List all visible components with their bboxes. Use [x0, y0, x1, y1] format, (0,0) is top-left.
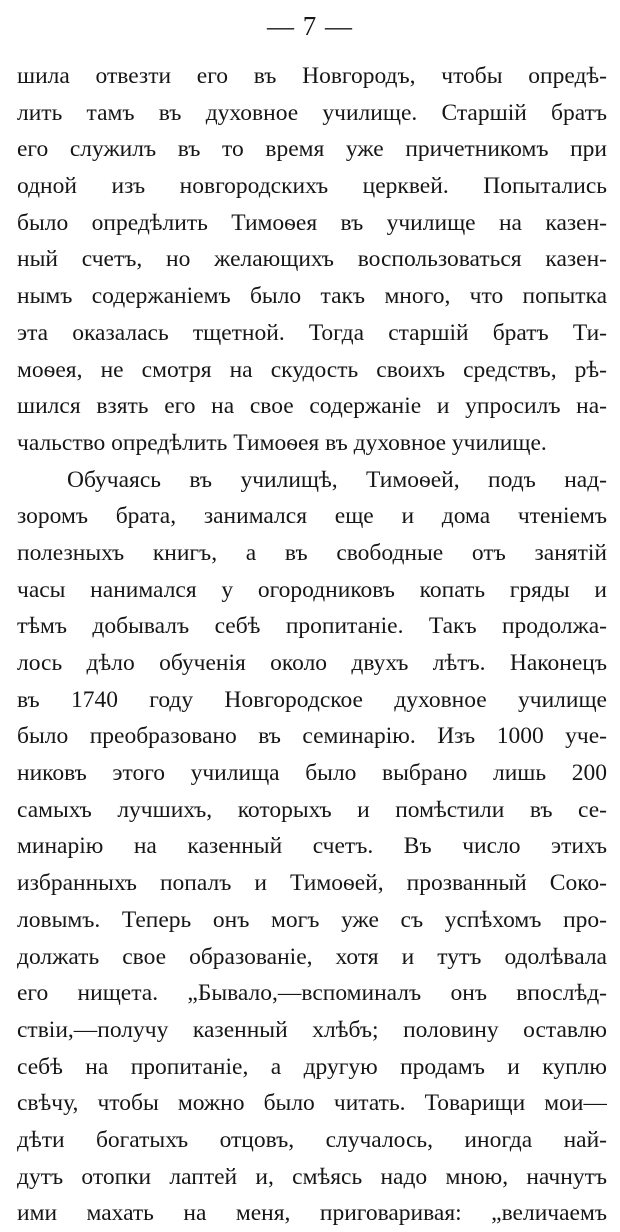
body-text	[17, 58, 607, 1232]
text-line: въ 1740 году Новгородское духовное училище	[17, 686, 607, 713]
text-line: эта оказалась тщетной. Тогда старшій братъ Ти-	[17, 319, 607, 346]
page-number: — 7 —	[267, 11, 353, 41]
text-line: зоромъ брата, занимался еще и дома чтеніемъ	[17, 503, 607, 530]
text-line: ный счетъ, но желающихъ воспользоваться казен-	[17, 246, 607, 273]
text-line: его нищета. „Бывало,—вспоминалъ онъ впослѣд-	[17, 980, 607, 1007]
text-line: должать свое образованіе, хотя и тутъ одолѣвала	[17, 943, 607, 970]
text-line: его служилъ въ то время уже причетникомъ при	[17, 136, 607, 163]
text-line: избранныхъ попалъ и Тимоѳей, прозванный Соко-	[17, 870, 607, 897]
text-line: моѳея, не смотря на скудость своихъ средствъ, рѣ-	[17, 356, 607, 383]
text-line: дѣти богатыхъ отцовъ, случалось, иногда най-	[17, 1126, 607, 1153]
text-line: свѣчу, чтобы можно было читать. Товарищи мои—	[17, 1090, 607, 1117]
text-line: нымъ содержаніемъ было такъ много, что попытка	[17, 283, 607, 310]
text-line: ловымъ. Теперь онъ могъ уже съ успѣхомъ про-	[17, 906, 607, 933]
paragraph-start-line: Обучаясь въ училищѣ, Тимоѳей, подъ над-	[67, 466, 607, 493]
text-line: тѣмъ добывалъ себѣ пропитаніе. Такъ продолжа-	[17, 613, 607, 640]
text-line: ими махать на меня, приговаривая: „величаемъ	[17, 1200, 607, 1227]
text-line: самыхъ лучшихъ, которыхъ и помѣстили въ се-	[17, 796, 607, 823]
text-line: шила отвезти его въ Новгородъ, чтобы опредѣ-	[17, 63, 607, 89]
text-line: часы нанимался у огородниковъ копать гряды и	[17, 576, 607, 603]
text-line: чальство опредѣлить Тимоѳея въ духовное училище.	[17, 429, 547, 456]
text-line: ствіи,—получу казенный хлѣбъ; половину оставлю	[17, 1016, 607, 1043]
text-line: лось дѣло обученія около двухъ лѣтъ. Наконецъ	[17, 650, 607, 676]
text-line: полезныхъ книгъ, а въ свободные отъ занятій	[17, 539, 607, 566]
text-line: себѣ на пропитаніе, а другую продамъ и куплю	[17, 1053, 607, 1080]
text-line: было преобразовано въ семинарію. Изъ 1000 уче-	[17, 723, 607, 750]
text-line: лить тамъ въ духовное училище. Старшій братъ	[17, 99, 607, 126]
text-line: минарію на казенный счетъ. Въ число этихъ	[17, 833, 607, 860]
text-line: дутъ отопки лаптей и, смѣясь надо мною, начнутъ	[17, 1163, 607, 1190]
text-line: было опредѣлить Тимоѳея въ училище на казен-	[17, 209, 607, 236]
text-line: никовъ этого училища было выбрано лишь 200	[17, 760, 607, 787]
text-line: одной изъ новгородскихъ церквей. Попытались	[17, 173, 607, 200]
text-line: шился взять его на свое содержаніе и упросилъ на-	[17, 393, 607, 420]
